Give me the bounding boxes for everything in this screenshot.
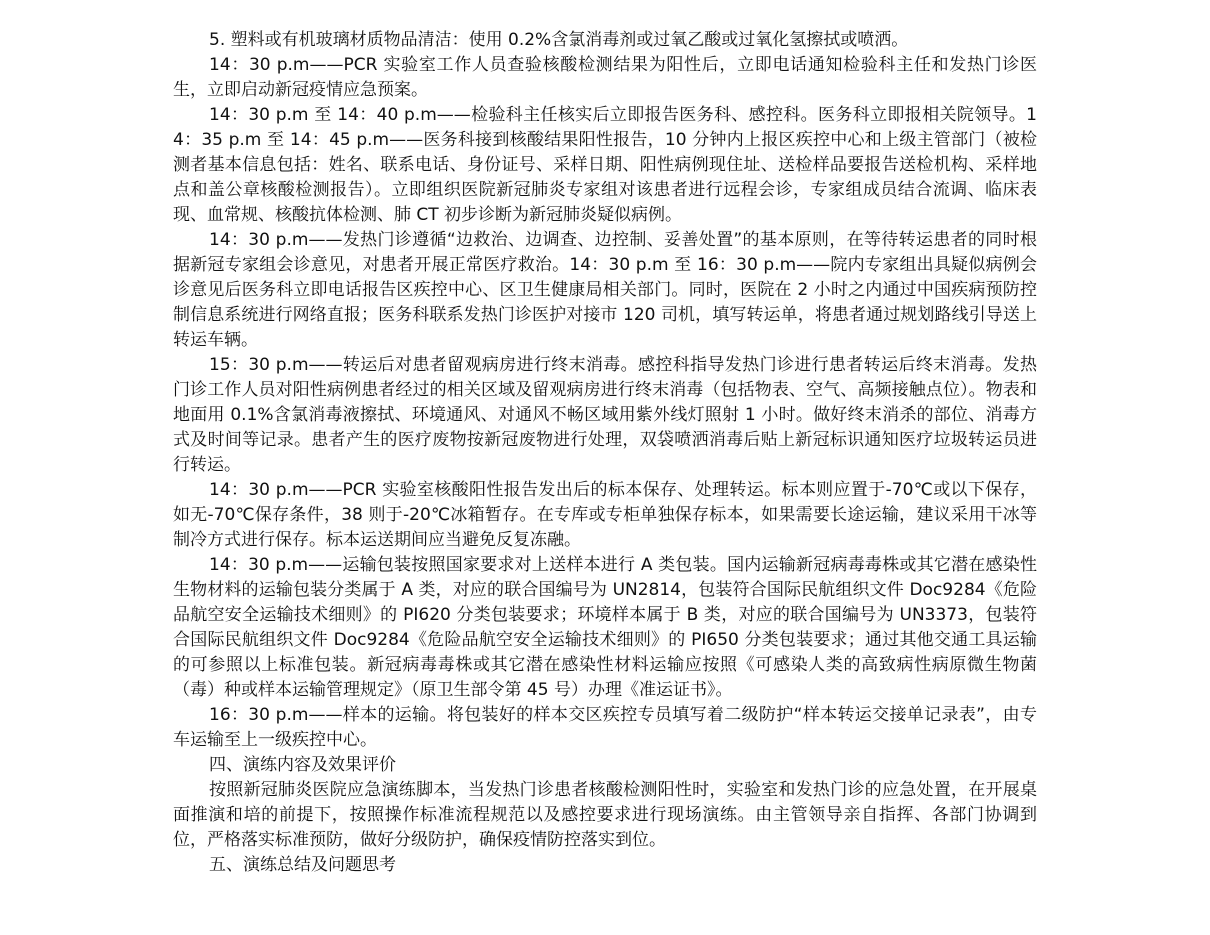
- section-heading-evaluation: 四、演练内容及效果评价: [209, 755, 396, 775]
- paragraph-pcr-positive-notify: 14：30 p.m——PCR 实验室工作人员查验核酸检测结果为阳性后，立即电话通知检验科主任和发热门诊医生，立即启动新冠疫情应急预案。: [173, 55, 1037, 100]
- paragraph-plastic-cleaning: 5. 塑料或有机玻璃材质物品清洁：使用 0.2%含氯消毒剂或过氧乙酸或过氧化氢擦拭或喷洒。: [209, 30, 909, 50]
- paragraph-report-medical-dept: 14：30 p.m 至 14：40 p.m——检验科主任核实后立即报告医务科、感控科。医务科立即报相关院领导。14：35 p.m 至 14：45 p.m——医务科接到核酸结果阳性报告，10 分钟内上报区疾控中心和上级主管部门（被检测者基本信息包括：姓名、联系电话、身份证号、采样日期、阳性病例现住址、送检样品要报告送检机构、采样地点和盖公章核酸检测报告）。立即组织医院新冠肺炎专家组对该患者进行远程会诊，专家组成员结合流调、临床表现、血常规、核酸抗体检测、肺 CT 初步诊断为新冠肺炎疑似病例。: [173, 105, 1037, 225]
- paragraph-evaluation-body: 按照新冠肺炎医院应急演练脚本，当发热门诊患者核酸检测阳性时，实验室和发热门诊的应急处置，在开展桌面推演和培的前提下，按照操作标准流程规范以及感控要求进行现场演练。由主管领导亲自指挥、各部门协调到位，严格落实标准预防，做好分级防护，确保疫情防控落实到位。: [173, 780, 1037, 850]
- paragraph-specimen-storage: 14：30 p.m——PCR 实验室核酸阳性报告发出后的标本保存、处理转运。标本则应置于-70℃或以下保存，如无-70℃保存条件，38 则于-20℃冰箱暂存。在专库或专柜单独保存标本，如果需要长途运输，建议采用干冰等制冷方式进行保存。标本运送期间应当避免反复冻融。: [173, 480, 1037, 550]
- document-body: [173, 28, 1037, 878]
- paragraph-transport-packaging: 14：30 p.m——运输包装按照国家要求对上送样本进行 A 类包装。国内运输新冠病毒毒株或其它潜在感染性生物材料的运输包装分类属于 A 类，对应的联合国编号为 UN2814，包装符合国际民航组织文件 Doc9284《危险品航空安全运输技术细则》的 PI620 分类包装要求；环境样本属于 B 类，对应的联合国编号为 UN3373，包装符合国际民航组织文件 Doc9284《危险品航空安全运输技术细则》的 PI650 分类包装要求；通过其他交通工具运输的可参照以上标准包装。新冠病毒毒株或其它潜在感染性材料运输应按照《可感染人类的高致病性病原微生物菌（毒）种或样本运输管理规定》（原卫生部令第 45 号）办理《准运证书》。: [173, 555, 1037, 700]
- section-heading-summary: 五、演练总结及问题思考: [209, 855, 396, 875]
- paragraph-specimen-transport: 16：30 p.m——样本的运输。将包装好的样本交区疾控专员填写着二级防护“样本转运交接单记录表”，由专车运输至上一级疾控中心。: [173, 705, 1037, 750]
- paragraph-fever-clinic-treatment: 14：30 p.m——发热门诊遵循“边救治、边调查、边控制、妥善处置”的基本原则，在等待转运患者的同时根据新冠专家组会诊意见，对患者开展正常医疗救治。14：30 p.m 至 16：30 p.m——院内专家组出具疑似病例会诊意见后医务科立即电话报告区疾控中心、区卫生健康局相关部门。同时，医院在 2 小时之内通过中国疾病预防控制信息系统进行网络直报；医务科联系发热门诊医护对接市 120 司机，填写转运单，将患者通过规划路线引导送上转运车辆。: [173, 230, 1037, 350]
- paragraph-terminal-disinfection: 15：30 p.m——转运后对患者留观病房进行终末消毒。感控科指导发热门诊进行患者转运后终末消毒。发热门诊工作人员对阳性病例患者经过的相关区域及留观病房进行终末消毒（包括物表、空气、高频接触点位）。物表和地面用 0.1%含氯消毒液擦拭、环境通风、对通风不畅区域用紫外线灯照射 1 小时。做好终末消杀的部位、消毒方式及时间等记录。患者产生的医疗废物按新冠废物进行处理，双袋喷洒消毒后贴上新冠标识通知医疗垃圾转运员进行转运。: [173, 355, 1037, 475]
